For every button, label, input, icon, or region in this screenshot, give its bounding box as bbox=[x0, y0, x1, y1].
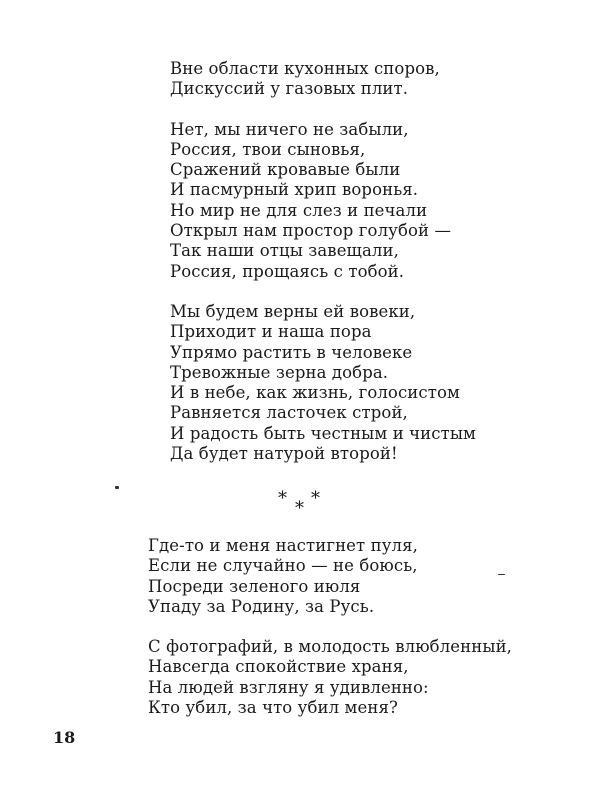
verse-line: Посреди зеленого июля bbox=[148, 576, 361, 596]
stanza bbox=[148, 536, 512, 617]
stanza bbox=[148, 637, 512, 718]
verse-line: Если не случайно — не боюсь, bbox=[148, 556, 418, 576]
verse-line: Тревожные зерна добра. bbox=[170, 362, 389, 382]
verse-line: Упрямо растить в человеке bbox=[170, 342, 413, 362]
verse-line: Мы будем верны ей вовеки, bbox=[170, 301, 416, 321]
stanza bbox=[170, 120, 476, 282]
print-speck bbox=[498, 574, 505, 575]
page-number: 18 bbox=[53, 728, 76, 747]
asterisk: * bbox=[295, 498, 304, 519]
asterisk: * bbox=[311, 488, 320, 509]
verse-line: Упаду за Родину, за Русь. bbox=[148, 596, 375, 616]
verse-line: И в небе, как жизнь, голосистом bbox=[170, 383, 460, 403]
verse-line: Дискуссий у газовых плит. bbox=[170, 79, 409, 99]
verse-line: Равняется ласточек строй, bbox=[170, 403, 408, 423]
verse-line: С фотографий, в молодость влюбленный, bbox=[148, 637, 513, 657]
verse-line: На людей взгляну я удивленно: bbox=[148, 677, 429, 697]
verse-line: Да будет натурой второй! bbox=[170, 444, 398, 464]
verse-line: Приходит и наша пора bbox=[170, 322, 372, 342]
asterism-separator bbox=[278, 488, 328, 519]
poem-new bbox=[148, 536, 512, 718]
stanza bbox=[170, 59, 476, 100]
print-speck bbox=[115, 486, 119, 489]
verse-line: Так наши отцы завещали, bbox=[170, 241, 399, 261]
verse-line: Навсегда спокойствие храня, bbox=[148, 657, 409, 677]
verse-line: Вне области кухонных споров, bbox=[170, 59, 440, 78]
asterisk: * bbox=[278, 488, 287, 509]
verse-line: Но мир не для слез и печали bbox=[170, 200, 428, 220]
verse-line: Открыл нам простор голубой — bbox=[170, 221, 452, 241]
poem-continuation bbox=[170, 59, 476, 464]
verse-line: И пасмурный хрип воронья. bbox=[170, 180, 419, 200]
verse-line: Где-то и меня настигнет пуля, bbox=[148, 536, 418, 555]
verse-line: Нет, мы ничего не забыли, bbox=[170, 119, 409, 139]
verse-line: Россия, прощаясь с тобой. bbox=[170, 261, 405, 281]
verse-line: Россия, твои сыновья, bbox=[170, 139, 366, 159]
verse-line: И радость быть честным и чистым bbox=[170, 423, 476, 443]
verse-line: Сражений кровавые были bbox=[170, 160, 401, 180]
verse-line: Кто убил, за что убил меня? bbox=[148, 698, 398, 718]
stanza bbox=[170, 302, 476, 464]
